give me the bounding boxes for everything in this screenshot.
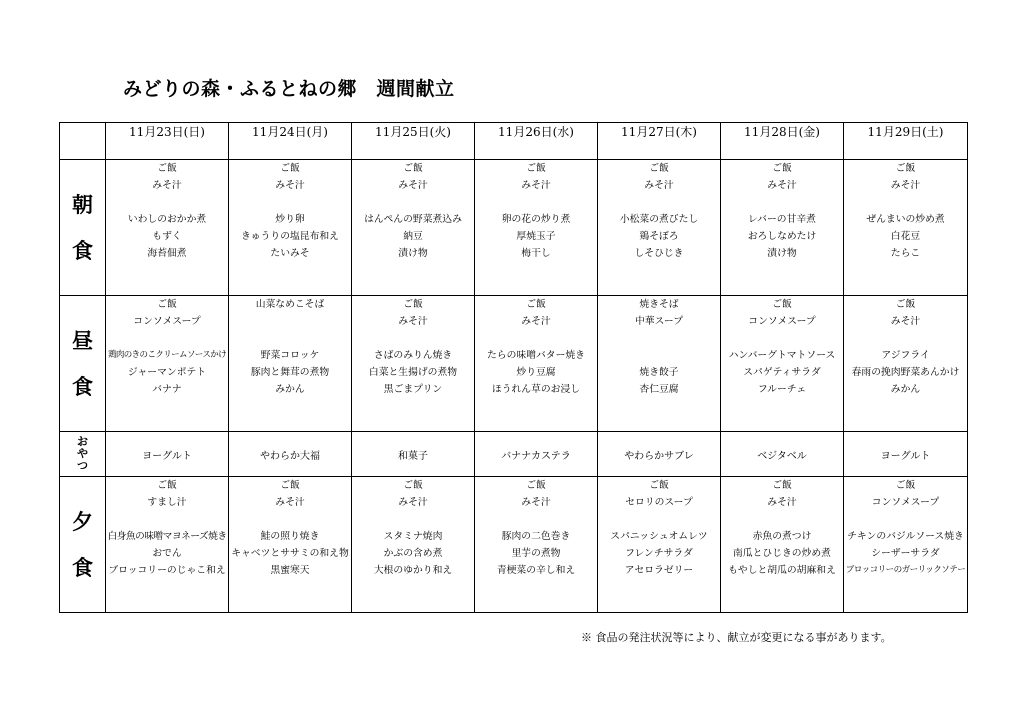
date-header: 11月26日(水) bbox=[475, 123, 598, 160]
menu-item: 梅干し bbox=[521, 248, 551, 259]
menu-item: 焼き餃子 bbox=[639, 367, 679, 378]
menu-cell bbox=[721, 296, 844, 432]
menu-cell bbox=[352, 477, 475, 613]
snack-cell: ヨーグルト bbox=[844, 432, 968, 477]
menu-item: もずく bbox=[152, 231, 182, 242]
menu-item bbox=[229, 511, 351, 528]
menu-item: ご飯 bbox=[526, 480, 546, 491]
meal-row-dinner bbox=[60, 477, 968, 613]
meal-label-char: 食 bbox=[72, 373, 93, 399]
snack-cell: 和菓子 bbox=[352, 432, 475, 477]
menu-cell bbox=[598, 160, 721, 296]
menu-cell bbox=[352, 160, 475, 296]
menu-cell bbox=[598, 477, 721, 613]
menu-item: ご飯 bbox=[526, 299, 546, 310]
menu-item bbox=[475, 330, 597, 347]
meal-row-breakfast bbox=[60, 160, 968, 296]
menu-item: フレンチサラダ bbox=[625, 548, 693, 559]
corner-cell bbox=[60, 123, 106, 160]
menu-item: みそ汁 bbox=[275, 497, 305, 508]
menu-item: フルーチェ bbox=[757, 384, 807, 395]
menu-item: 卵の花の炒り煮 bbox=[501, 214, 571, 225]
menu-item: ご飯 bbox=[772, 163, 792, 174]
menu-item: ハンバーグトマトソース bbox=[728, 350, 836, 361]
menu-item bbox=[229, 313, 351, 330]
menu-cell bbox=[106, 477, 229, 613]
menu-item: はんぺんの野菜煮込み bbox=[364, 214, 462, 225]
menu-item bbox=[721, 194, 843, 211]
meal-label-char: 食 bbox=[72, 554, 93, 580]
menu-cell bbox=[475, 296, 598, 432]
meal-label-char: お bbox=[77, 435, 88, 448]
menu-item: スタミナ焼肉 bbox=[383, 531, 443, 542]
menu-item: みかん bbox=[890, 384, 921, 395]
menu-item: 漬け物 bbox=[767, 248, 797, 259]
snack-cell: バナナカステラ bbox=[475, 432, 598, 477]
menu-cell bbox=[106, 160, 229, 296]
menu-item: 南瓜とひじきの炒め煮 bbox=[733, 548, 831, 559]
menu-item bbox=[352, 511, 474, 528]
menu-item: おろしなめたけ bbox=[747, 231, 817, 242]
menu-item: みそ汁 bbox=[398, 497, 428, 508]
menu-item: みそ汁 bbox=[521, 497, 551, 508]
menu-item: 炒り豆腐 bbox=[516, 367, 556, 378]
menu-item: 黒ごまプリン bbox=[383, 384, 443, 395]
menu-item bbox=[598, 330, 720, 347]
menu-item: 漬け物 bbox=[398, 248, 428, 259]
menu-item: かぶの含め煮 bbox=[383, 548, 443, 559]
menu-item: 焼きそば bbox=[639, 299, 679, 310]
menu-item bbox=[598, 511, 720, 528]
menu-item bbox=[229, 330, 351, 347]
meal-label-char: つ bbox=[77, 459, 88, 472]
menu-item: ご飯 bbox=[157, 163, 177, 174]
menu-cell bbox=[844, 160, 968, 296]
menu-item bbox=[598, 347, 720, 364]
menu-item: 春雨の挽肉野菜あんかけ bbox=[851, 367, 960, 378]
menu-item: さばのみりん焼き bbox=[373, 350, 453, 361]
menu-item: ご飯 bbox=[157, 480, 177, 491]
menu-item bbox=[229, 194, 351, 211]
menu-item bbox=[721, 330, 843, 347]
menu-item: ブロッコリーのじゃこ和え bbox=[108, 565, 226, 576]
menu-item: みそ汁 bbox=[890, 316, 921, 327]
meal-label-char: 夕 bbox=[72, 508, 93, 534]
menu-item: 杏仁豆腐 bbox=[639, 384, 679, 395]
meal-label bbox=[60, 432, 106, 477]
menu-item: ご飯 bbox=[526, 163, 546, 174]
menu-item: みそ汁 bbox=[275, 180, 305, 191]
menu-cell bbox=[475, 160, 598, 296]
date-header-row bbox=[60, 123, 968, 160]
menu-item: ご飯 bbox=[403, 299, 423, 310]
menu-item: ご飯 bbox=[403, 163, 423, 174]
menu-item: 山菜なめこそば bbox=[255, 299, 325, 310]
menu-item bbox=[475, 194, 597, 211]
menu-item: ご飯 bbox=[280, 480, 300, 491]
menu-item: みそ汁 bbox=[767, 180, 797, 191]
menu-item: 炒り卵 bbox=[275, 214, 305, 225]
menu-item: 鶏そぼろ bbox=[639, 231, 679, 242]
menu-item: しそひじき bbox=[634, 248, 684, 259]
meal-row-lunch bbox=[60, 296, 968, 432]
meal-label bbox=[60, 296, 106, 432]
menu-item: いわしのおかか煮 bbox=[127, 214, 207, 225]
menu-item bbox=[844, 194, 967, 211]
menu-item: おでん bbox=[152, 548, 182, 559]
menu-item: 黒蜜寒天 bbox=[270, 565, 310, 576]
menu-item: シーザーサラダ bbox=[871, 548, 940, 559]
menu-item: みそ汁 bbox=[398, 316, 428, 327]
menu-item bbox=[598, 194, 720, 211]
menu-item: たいみそ bbox=[270, 248, 310, 259]
menu-cell bbox=[106, 296, 229, 432]
menu-item: 野菜コロッケ bbox=[260, 350, 320, 361]
menu-item: 海苔佃煮 bbox=[147, 248, 187, 259]
menu-item: 大根のゆかり和え bbox=[373, 565, 453, 576]
menu-item: みかん bbox=[275, 384, 305, 395]
menu-item: キャベツとササミの和え物 bbox=[231, 548, 349, 559]
meal-label bbox=[60, 160, 106, 296]
menu-item: ブロッコリーのガーリックソテー bbox=[845, 565, 966, 575]
menu-item: みそ汁 bbox=[521, 316, 551, 327]
page-title: みどりの森・ふるとねの郷 週間献立 bbox=[123, 78, 455, 100]
menu-item: みそ汁 bbox=[767, 497, 797, 508]
menu-item: アセロラゼリー bbox=[624, 565, 694, 576]
snack-cell: やわらかサブレ bbox=[598, 432, 721, 477]
date-header: 11月25日(火) bbox=[352, 123, 475, 160]
menu-item: ご飯 bbox=[772, 299, 792, 310]
menu-item: 白花豆 bbox=[890, 231, 921, 242]
menu-cell bbox=[844, 477, 968, 613]
menu-item bbox=[352, 194, 474, 211]
menu-item: ご飯 bbox=[280, 163, 300, 174]
meal-label-char: 朝 bbox=[72, 191, 93, 217]
menu-cell bbox=[844, 296, 968, 432]
menu-cell bbox=[598, 296, 721, 432]
menu-item: アジフライ bbox=[881, 350, 930, 361]
menu-item: 赤魚の煮つけ bbox=[752, 531, 812, 542]
menu-item: きゅうりの塩昆布和え bbox=[241, 231, 339, 242]
menu-item: 小松菜の煮びたし bbox=[619, 214, 699, 225]
menu-item: コンソメスープ bbox=[871, 497, 940, 508]
menu-item bbox=[106, 330, 228, 347]
menu-item: コンソメスープ bbox=[133, 316, 201, 327]
menu-item: ご飯 bbox=[895, 480, 916, 491]
menu-item: たらの味噌バター焼き bbox=[487, 350, 585, 361]
menu-item: みそ汁 bbox=[152, 180, 182, 191]
meal-label-char: や bbox=[77, 447, 88, 460]
date-header: 11月27日(木) bbox=[598, 123, 721, 160]
date-header: 11月23日(日) bbox=[106, 123, 229, 160]
menu-cell bbox=[229, 296, 352, 432]
menu-item: ぜんまいの炒め煮 bbox=[866, 214, 945, 225]
weekly-menu-table bbox=[59, 122, 968, 613]
menu-cell bbox=[721, 477, 844, 613]
menu-item: 豚肉の二色巻き bbox=[501, 531, 571, 542]
menu-item: たらこ bbox=[890, 248, 921, 259]
menu-item: ご飯 bbox=[895, 299, 916, 310]
snack-cell: ベジタベル bbox=[721, 432, 844, 477]
menu-item bbox=[352, 330, 474, 347]
menu-item: みそ汁 bbox=[890, 180, 921, 191]
menu-item: ご飯 bbox=[649, 480, 669, 491]
menu-cell bbox=[721, 160, 844, 296]
menu-item: 青梗菜の辛し和え bbox=[496, 565, 576, 576]
menu-item: チキンのバジルソース焼き bbox=[847, 531, 964, 542]
menu-item: 納豆 bbox=[403, 231, 423, 242]
menu-item: 中華スープ bbox=[634, 316, 683, 327]
menu-item: ご飯 bbox=[157, 299, 177, 310]
menu-item: みそ汁 bbox=[398, 180, 428, 191]
meal-label-char: 昼 bbox=[72, 327, 93, 353]
menu-item: 白菜と生揚げの煮物 bbox=[368, 367, 458, 378]
menu-item: ご飯 bbox=[403, 480, 423, 491]
menu-item: コンソメスープ bbox=[748, 316, 816, 327]
meal-label-char: 食 bbox=[72, 237, 93, 263]
snack-cell: ヨーグルト bbox=[106, 432, 229, 477]
menu-item: すまし汁 bbox=[147, 497, 187, 508]
menu-item: 白身魚の味噌マヨネーズ焼き bbox=[107, 531, 227, 542]
date-header: 11月28日(金) bbox=[721, 123, 844, 160]
menu-item: 厚焼玉子 bbox=[516, 231, 556, 242]
menu-item: ジャーマンポテト bbox=[127, 367, 207, 378]
menu-cell bbox=[352, 296, 475, 432]
menu-item: もやしと胡瓜の胡麻和え bbox=[728, 565, 836, 576]
menu-item: バナナ bbox=[152, 384, 182, 395]
footnote: ※ 食品の発注状況等により、献立が変更になる事があります。 bbox=[581, 631, 892, 644]
menu-item: ご飯 bbox=[772, 480, 792, 491]
menu-item bbox=[106, 194, 228, 211]
menu-item: 鶏肉のきのこクリームソースかけ bbox=[107, 350, 227, 360]
menu-item: スパゲティサラダ bbox=[743, 367, 821, 378]
menu-cell bbox=[229, 477, 352, 613]
date-header: 11月24日(月) bbox=[229, 123, 352, 160]
meal-label bbox=[60, 477, 106, 613]
menu-cell bbox=[475, 477, 598, 613]
date-header: 11月29日(土) bbox=[844, 123, 968, 160]
menu-item bbox=[844, 511, 967, 528]
snack-cell: やわらか大福 bbox=[229, 432, 352, 477]
menu-item: セロリのスープ bbox=[625, 497, 693, 508]
menu-item bbox=[475, 511, 597, 528]
menu-item: スパニッシュオムレツ bbox=[610, 531, 708, 542]
menu-item: みそ汁 bbox=[521, 180, 551, 191]
menu-item: 豚肉と舞茸の煮物 bbox=[250, 367, 330, 378]
menu-item bbox=[844, 330, 967, 347]
menu-item: みそ汁 bbox=[644, 180, 674, 191]
menu-item: ご飯 bbox=[895, 163, 916, 174]
menu-cell bbox=[229, 160, 352, 296]
menu-item: ほうれん草のお浸し bbox=[491, 384, 581, 395]
menu-item bbox=[721, 511, 843, 528]
menu-item: 鮭の照り焼き bbox=[260, 531, 320, 542]
menu-item: レバーの甘辛煮 bbox=[748, 214, 816, 225]
meal-row-snack bbox=[60, 432, 968, 477]
menu-item: ご飯 bbox=[649, 163, 669, 174]
menu-item bbox=[106, 511, 228, 528]
menu-item: 里芋の煮物 bbox=[511, 548, 561, 559]
